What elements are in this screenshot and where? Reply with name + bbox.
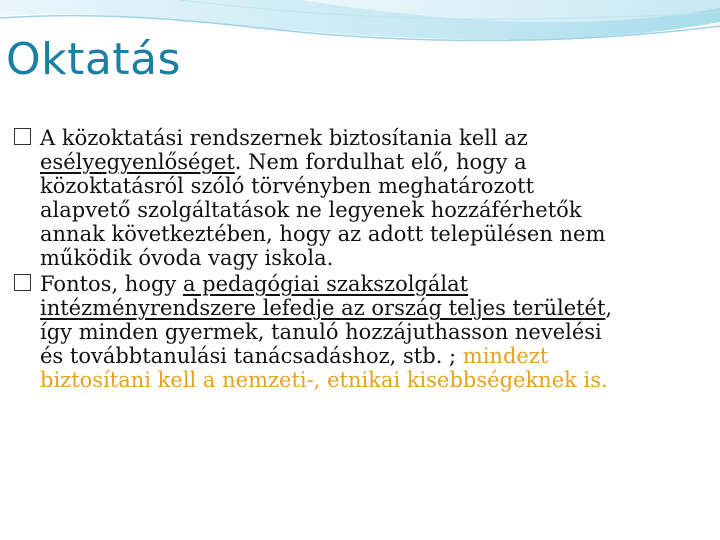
paragraph-text: . Nem fordulhat elő, hogy a közoktatásról szóló törvényben meghatározott alapvető szolgáltatások ne legyenek hozzáférhetők annak következtében, hogy az adott településen nem működik óvoda vagy iskola.: [40, 150, 606, 270]
square-bullet-icon: [14, 128, 31, 145]
highlighted-text: mindezt biztosítani kell a nemzeti-, etnikai kisebbségeknek is.: [40, 344, 608, 392]
underlined-text: esélyegyenlőséget: [40, 150, 235, 174]
square-bullet-icon: [14, 274, 31, 291]
paragraph-text: A közoktatási rendszernek biztosítania kell az: [40, 126, 528, 150]
underlined-text: a pedagógiai szakszolgálat intézményrendszere lefedje az ország teljes területét: [40, 272, 606, 320]
bullet-paragraph: [14, 126, 614, 270]
bullet-paragraph: [14, 272, 614, 392]
paragraph-text: Fontos, hogy: [40, 272, 183, 296]
slide-content: [14, 126, 614, 394]
paragraph-text: , így minden gyermek, tanuló hozzájuthasson nevelési és továbbtanulási tanácsadáshoz, stb. ;: [40, 296, 613, 368]
slide-title: Oktatás: [6, 34, 181, 85]
